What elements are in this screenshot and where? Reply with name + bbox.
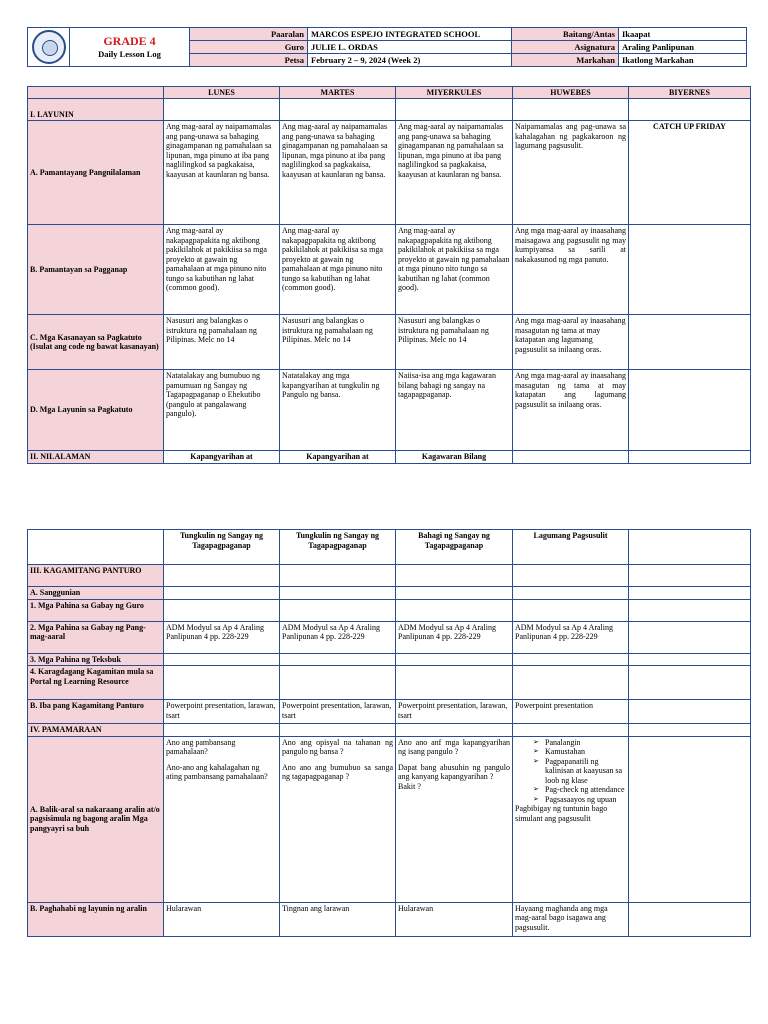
table-cell	[629, 565, 751, 587]
table-cell: ADM Modyul sa Ap 4 Araling Panlipunan 4 pp. 228-229	[280, 621, 396, 653]
table-cell	[629, 587, 751, 600]
day-header-lunes: LUNES	[164, 87, 280, 99]
day-header-biyernes: BIYERNES	[629, 87, 751, 99]
pamamaraan-label: IV. PAMAMARAAN	[28, 724, 164, 737]
paaralan-label: Paaralan	[190, 28, 308, 41]
question: Dapat bang abusuhin ng pangulo ang kanyang kapangyarihan ?	[398, 762, 510, 781]
karagdagang-kagamitan-label: 4. Karagdagang Kagamitan mula sa Portal ng Learning Resource	[28, 666, 164, 700]
iba-pang-kagamitan-label: B. Iba pang Kagamitang Panturo	[28, 700, 164, 724]
gabay-guro-label: 1. Mga Pahina sa Gabay ng Guro	[28, 599, 164, 621]
baitang-value: Ikaapat	[619, 28, 747, 41]
table-cell: Hularawan	[396, 902, 513, 936]
mga-kasanayan-label: C. Mga Kasanayan sa Pagkatuto (Isulat ang code ng bawat kasanayan)	[28, 315, 164, 370]
table-cell: Nasusuri ang balangkas o istruktura ng pamahalaan ng Pilipinas. Melc no 14	[164, 315, 280, 370]
table-cell: Kapangyarihan at	[164, 451, 280, 464]
baitang-label: Baitang/Antas	[512, 28, 619, 41]
table-cell	[280, 587, 396, 600]
table-cell	[280, 724, 396, 737]
table-cell	[513, 653, 629, 666]
topic-header	[629, 530, 751, 565]
table-cell	[396, 653, 513, 666]
guro-value: JULIE L. ORDAS	[308, 41, 512, 54]
table-cell	[513, 451, 629, 464]
guro-label: Guro	[190, 41, 308, 54]
balik-aral-label: A. Balik-aral sa nakaraang aralin at/o pagsisimula ng bagong aralin Mga pangyayri sa buh	[28, 736, 164, 902]
table-cell	[164, 599, 280, 621]
list-item: ➢ Panalangin	[533, 738, 626, 748]
deped-seal-icon	[32, 30, 66, 64]
petsa-value: February 2 – 9, 2024 (Week 2)	[308, 54, 512, 67]
table-cell	[164, 587, 280, 600]
table-cell	[396, 724, 513, 737]
pamantayan-sa-pagganap-label: B. Pamantayan sa Pagganap	[28, 225, 164, 315]
table-cell: Ang mag-aaral ay naipamamalas ang pang-unawa sa bahaging ginagampanan ng pamahalaan sa lipunan, mga pinuno at iba pang naglilingkod sa pagkakaisa, kaayusan at kaunlaran ng bansa.	[164, 121, 280, 225]
table-cell	[164, 724, 280, 737]
table-cell: Natatalakay ang bumubuo ng pamumuan ng Sangay ng Tagapagpaganap o Ehekutibo (pangulo at pangalawang pangulo).	[164, 370, 280, 451]
table-cell: Ang mag-aaral ay naipamamalas ang pang-unawa sa bahaging ginagampanan ng pamahalaan sa lipunan, mga pinuno at iba pang naglilingkod sa pagkakaisa, kaayusan at kaunlaran ng bansa.	[280, 121, 396, 225]
day-header-huwebes: HUWEBES	[513, 87, 629, 99]
asignatura-value: Araling Panlipunan	[619, 41, 747, 54]
table-cell: Powerpoint presentation, larawan, tsart	[280, 700, 396, 724]
balik-aral-cell	[164, 736, 280, 902]
balik-aral-cell	[629, 736, 751, 902]
paghahabi-label: B. Paghahabi ng layunin ng aralin	[28, 902, 164, 936]
kagamitang-panturo-label: III. KAGAMITANG PANTURO	[28, 565, 164, 587]
nilalaman-label: II. NILALAMAN	[28, 451, 164, 464]
routine-tail: Pagbibigay ng tuntunin bago simulant ang pagsusulit	[515, 804, 608, 823]
day-header-blank	[28, 87, 164, 99]
table-cell: Ang mga mag-aaral ay inaasahang maisagawa ang pagsusulit ng may kumpiyansa sa sarili at nakakasunod ng mga panuto.	[513, 225, 629, 315]
table-cell: ADM Modyul sa Ap 4 Araling Panlipunan 4 pp. 228-229	[513, 621, 629, 653]
table-cell: Kapangyarihan at	[280, 451, 396, 464]
table-cell: Ang mga mag-aaral ay inaasahang masagutan ng tama at may katapatan ang lagumang pagsusulit sa inilaang oras.	[513, 315, 629, 370]
table-cell: Nasusuri ang balangkas o istruktura ng pamahalaan ng Pilipinas. Melc no 14	[280, 315, 396, 370]
layunin-cell	[280, 99, 396, 121]
lesson-objectives-table	[27, 86, 751, 464]
table-cell	[629, 599, 751, 621]
table-cell	[164, 653, 280, 666]
table-cell: Ang mag-aaral ay nakapagpapakita ng aktibong pakikilahok at pakikiisa sa mga proyekto at gawain ng pamahalaan at mga pinuno nito tungo sa kabutihan ng lahat (common good).	[280, 225, 396, 315]
table-cell: Naiisa-isa ang mga kagawaran bilang bahagi ng sangay na tagapagpaganap.	[396, 370, 513, 451]
mga-layunin-label: D. Mga Layunin sa Pagkatuto	[28, 370, 164, 451]
table-cell: Ang mag-aaral ay naipamamalas ang pang-unawa sa bahaging ginagampanan ng pamahalaan sa lipunan, mga pinuno at iba pang naglilingkod sa pagkakaisa, kaayusan at kaunlaran ng bansa.	[396, 121, 513, 225]
table-cell	[629, 315, 751, 370]
table-cell	[396, 599, 513, 621]
table-cell: Hularawan	[164, 902, 280, 936]
table-cell: Natatalakay ang mga kapangyarihan at tungkulin ng Pangulo ng bansa.	[280, 370, 396, 451]
layunin-cell	[629, 99, 751, 121]
teksbuk-label: 3. Mga Pahina ng Teksbuk	[28, 653, 164, 666]
catch-up-friday: CATCH UP FRIDAY	[629, 121, 751, 225]
markahan-label: Markahan	[512, 54, 619, 67]
table-cell	[629, 621, 751, 653]
routine-list	[515, 738, 626, 805]
table-cell: Hayaang maghanda ang mga mag-aaral bago isagawa ang pagsusulit.	[513, 902, 629, 936]
layunin-cell	[396, 99, 513, 121]
table-cell: Tingnan ang larawan	[280, 902, 396, 936]
layunin-cell	[164, 99, 280, 121]
day-header-miyerkules: MIYERKULES	[396, 87, 513, 99]
table-cell	[164, 565, 280, 587]
table-cell	[629, 902, 751, 936]
topic-header: Bahagi ng Sangay ng Tagapagpaganap	[396, 530, 513, 565]
table-cell	[280, 599, 396, 621]
table-cell: Naipamamalas ang pag-unawa sa kahalagahan ng pagkakaroon ng lagumang pagsusulit.	[513, 121, 629, 225]
question: Ano ang opisyal na tahanan ng pangulo ng bansa ?	[282, 737, 393, 756]
day-header-martes: MARTES	[280, 87, 396, 99]
topic-header: Tungkulin ng Sangay ng Tagapagpaganap	[280, 530, 396, 565]
balik-aral-cell	[396, 736, 513, 902]
table-cell	[396, 666, 513, 700]
deped-seal-cell	[28, 28, 70, 67]
table-cell: Ang mag-aaral ay nakapagpapakita ng aktibong pakikilahok at pakikiisa sa mga proyekto at gawain ng pamahalaan at mga pinuno nito tungo sa kabutihan ng lahat (common good).	[396, 225, 513, 315]
list-item: ➢ Pagsasaayos ng upuan	[533, 795, 626, 805]
question: Bakit ?	[398, 781, 421, 791]
list-item: ➢ Pag-check ng attendance	[533, 785, 626, 795]
table-cell	[513, 599, 629, 621]
table-cell: Ang mag-aaral ay nakapagpapakita ng aktibong pakikilahok at pakikiisa sa mga proyekto at gawain ng pamahalaan at mga pinuno nito tungo sa kabutihan ng lahat (common good).	[164, 225, 280, 315]
table-cell	[629, 370, 751, 451]
balik-aral-cell	[513, 736, 629, 902]
question: Ano-ano ang kahalagahan ng ating pambansang pamahalaan?	[166, 762, 268, 781]
table-cell: Nasusuri ang balangkas o istruktura ng pamahalaan ng Pilipinas. Melc no 14	[396, 315, 513, 370]
table-cell: Ang mga mag-aaral ay inaasahang masagutan ng tama at may katapatan ang lagumang pagsusulit sa inilaang oras.	[513, 370, 629, 451]
table-cell: ADM Modyul sa Ap 4 Araling Panlipunan 4 pp. 228-229	[164, 621, 280, 653]
question: Ano ano anf mga kapangyarihan ng isang pangulo ?	[398, 737, 510, 756]
grade-cell	[70, 28, 190, 67]
gabay-mag-aaral-label: 2. Mga Pahina sa Gabay ng Pang-mag-aaral	[28, 621, 164, 653]
layunin-label: I. LAYUNIN	[28, 99, 164, 121]
pamantayang-pangnilalaman-label: A. Pamantayang Pangnilalaman	[28, 121, 164, 225]
petsa-label: Petsa	[190, 54, 308, 67]
table-cell	[513, 724, 629, 737]
asignatura-label: Asignatura	[512, 41, 619, 54]
table-cell	[513, 565, 629, 587]
sanggunian-label: A. Sanggunian	[28, 587, 164, 600]
table-cell	[396, 565, 513, 587]
topic-header: Tungkulin ng Sangay ng Tagapagpaganap	[164, 530, 280, 565]
log-title: Daily Lesson Log	[98, 49, 161, 59]
paaralan-value: MARCOS ESPEJO INTEGRATED SCHOOL	[308, 28, 512, 41]
list-item: ➢ Kamustahan	[533, 747, 626, 757]
table-cell	[629, 225, 751, 315]
layunin-cell	[513, 99, 629, 121]
table-cell: Kagawaran Bilang	[396, 451, 513, 464]
lesson-procedure-table	[27, 529, 751, 937]
question: Ano ano ang bumubuo sa sanga ng tagapagpaganap ?	[282, 762, 393, 781]
balik-aral-cell	[280, 736, 396, 902]
list-item: ➢ Pagpapanatili ng kalinisan at kaayusan sa loob ng klase	[533, 757, 626, 786]
table-cell	[280, 565, 396, 587]
table-cell	[629, 724, 751, 737]
table-cell	[513, 666, 629, 700]
table-cell: ADM Modyul sa Ap 4 Araling Panlipunan 4 pp. 228-229	[396, 621, 513, 653]
table-cell: Powerpoint presentation	[513, 700, 629, 724]
table-cell	[396, 587, 513, 600]
top-blank	[28, 530, 164, 565]
table-cell	[629, 666, 751, 700]
header-table	[27, 27, 747, 67]
markahan-value: Ikatlong Markahan	[619, 54, 747, 67]
table-cell	[629, 700, 751, 724]
table-cell: Powerpoint presentation, larawan, tsart	[164, 700, 280, 724]
table-cell	[629, 653, 751, 666]
topic-header: Lagumang Pagsusulit	[513, 530, 629, 565]
table-cell	[280, 666, 396, 700]
table-cell	[513, 587, 629, 600]
question: Ano ang pambansang pamahalaan?	[166, 737, 236, 756]
table-cell	[629, 451, 751, 464]
table-cell	[164, 666, 280, 700]
table-cell	[280, 653, 396, 666]
table-cell: Powerpoint presentation, larawan, tsart	[396, 700, 513, 724]
grade-title: GRADE 4	[103, 34, 156, 48]
